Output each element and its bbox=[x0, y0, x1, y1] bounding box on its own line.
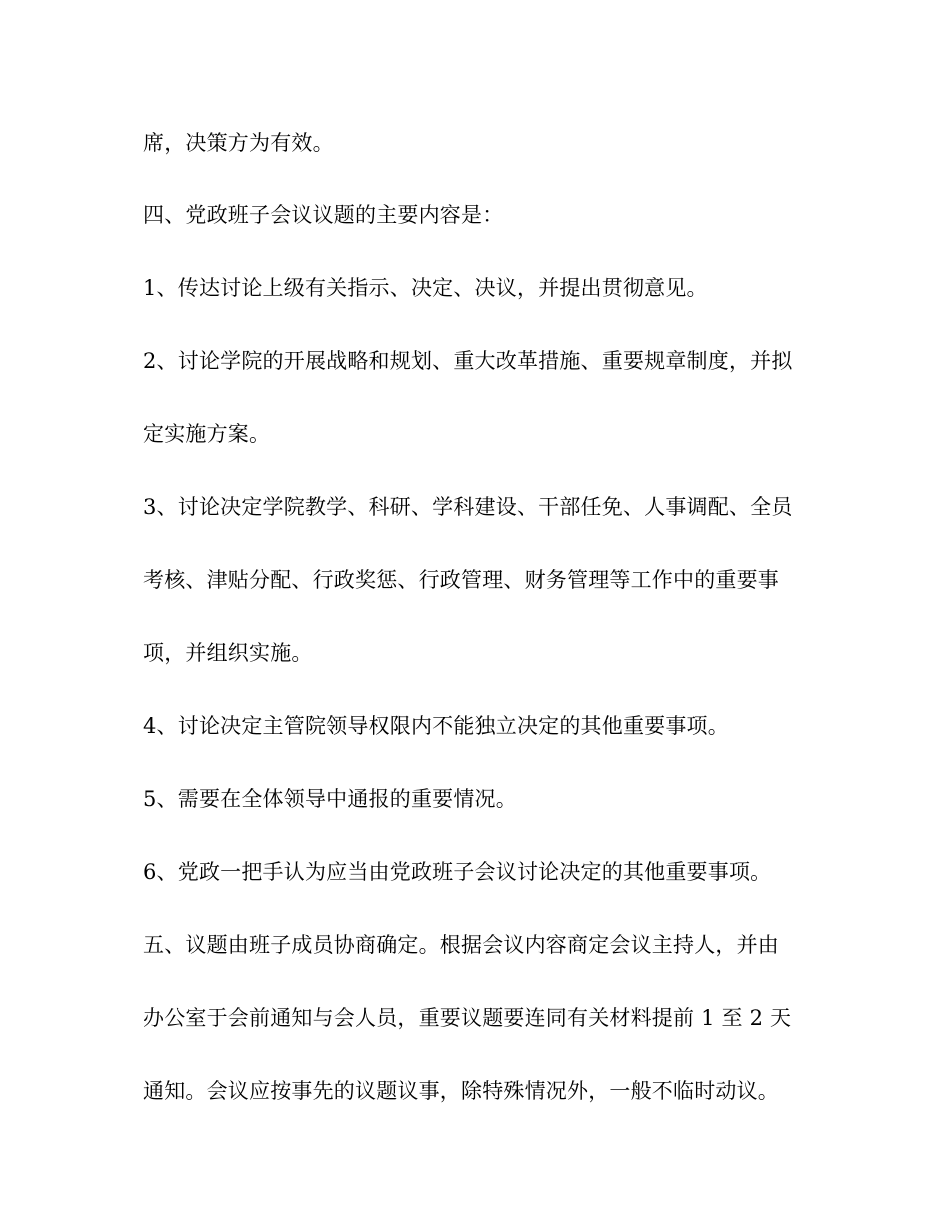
text-line: 考核、津贴分配、行政奖惩、行政管理、财务管理等工作中的重要事 bbox=[143, 568, 779, 592]
list-item: 5、需要在全体领导中通报的重要情况。 bbox=[143, 787, 517, 811]
text-line: 通知。会议应按事先的议题议事，除特殊情况外，一般不临时动议。 bbox=[143, 1079, 779, 1103]
text-line: 定实施方案。 bbox=[143, 422, 271, 446]
text-line: 办公室于会前通知与会人员，重要议题要连同有关材料提前 1 至 2 天 bbox=[143, 1006, 792, 1030]
list-item: 2、讨论学院的开展战略和规划、重大改革措施、重要规章制度，并拟 bbox=[143, 349, 793, 373]
list-item: 3、讨论决定学院教学、科研、学科建设、干部任免、人事调配、全员 bbox=[143, 495, 793, 519]
list-item: 6、党政一把手认为应当由党政班子会议讨论决定的其他重要事项。 bbox=[143, 860, 772, 884]
list-item: 4、讨论决定主管院领导权限内不能独立决定的其他重要事项。 bbox=[143, 714, 729, 738]
section-heading: 四、党政班子会议议题的主要内容是： bbox=[143, 203, 504, 227]
text-line: 席，决策方为有效。 bbox=[143, 131, 334, 155]
text-line: 项，并组织实施。 bbox=[143, 641, 313, 665]
list-item: 1、传达讨论上级有关指示、决定、决议，并提出贯彻意见。 bbox=[143, 276, 708, 300]
section-heading: 五、议题由班子成员协商确定。根据会议内容商定会议主持人，并由 bbox=[143, 933, 779, 957]
